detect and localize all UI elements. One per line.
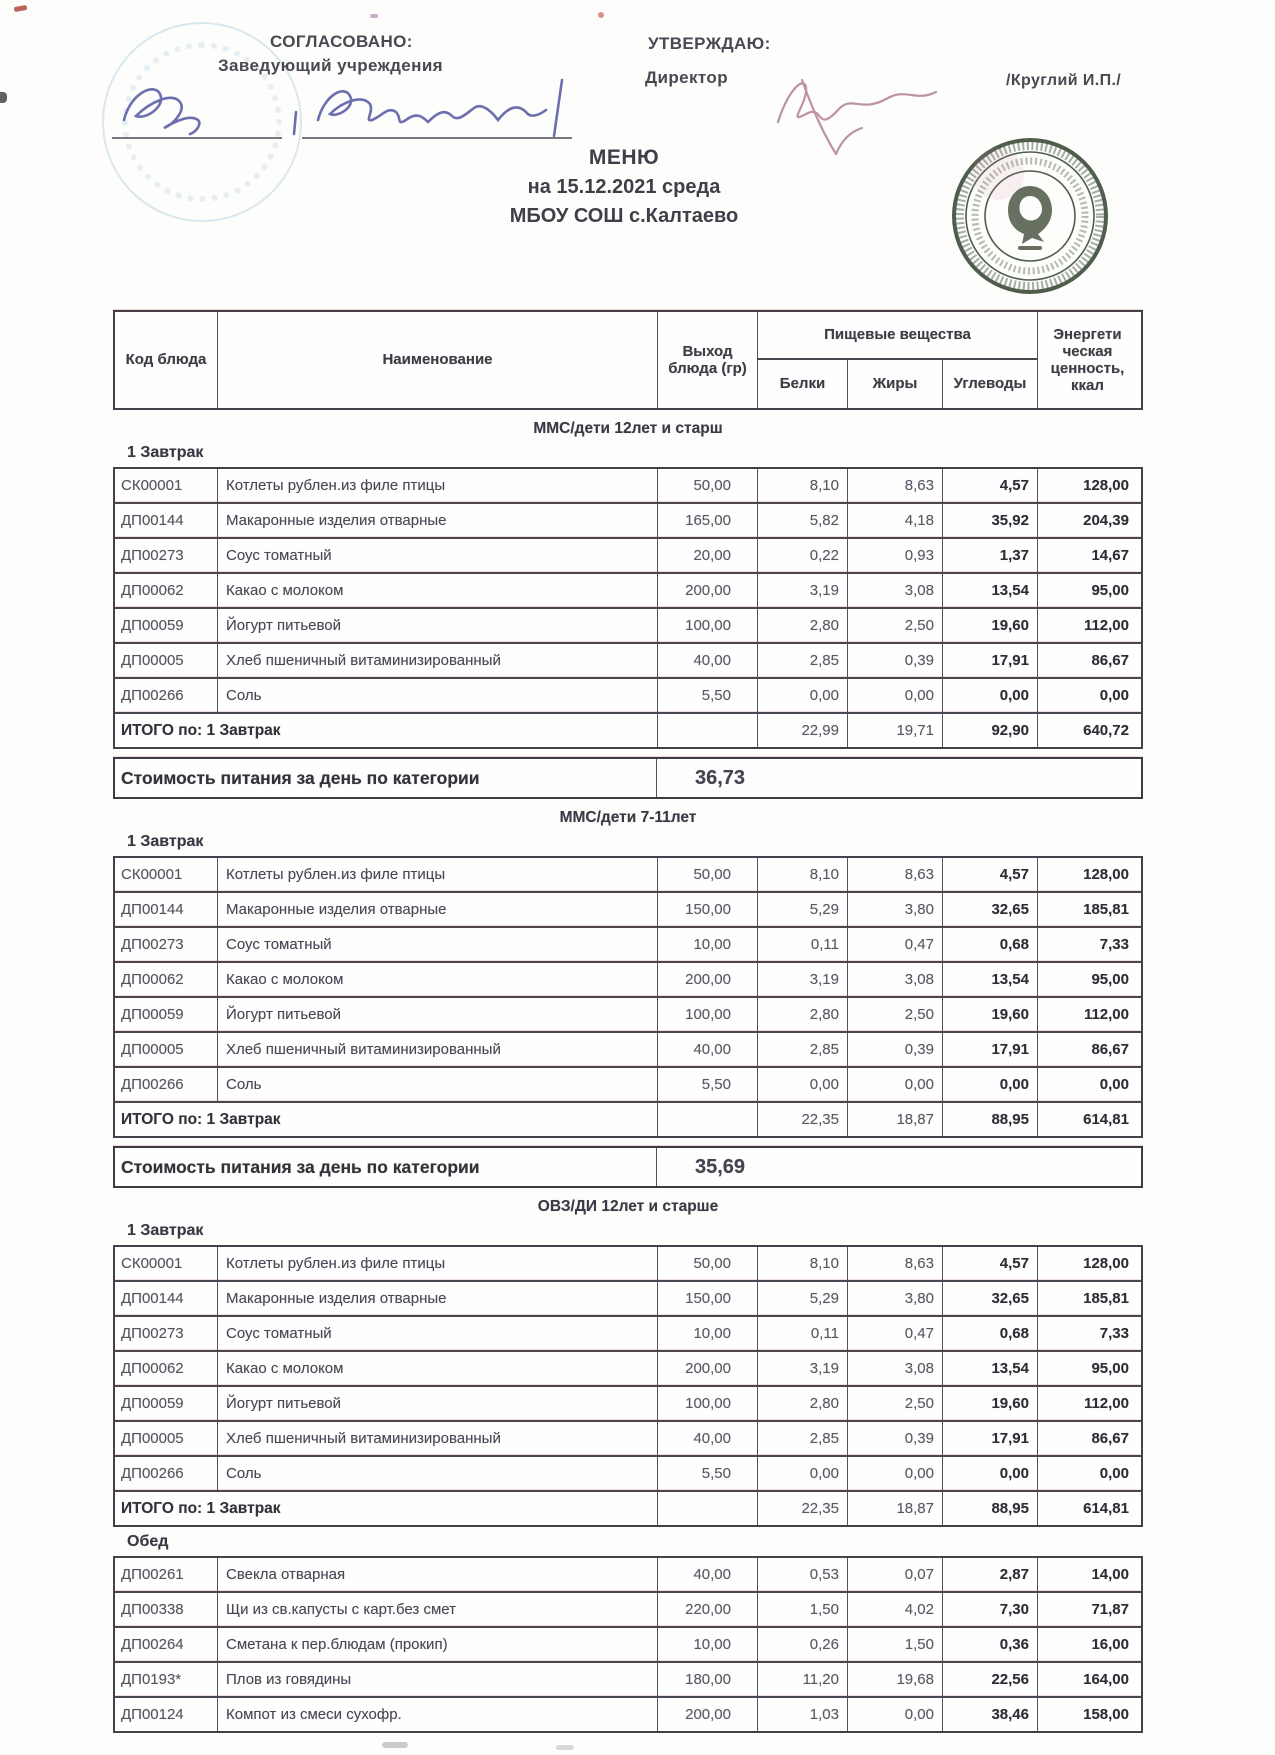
total-kcal: 614,81 (1037, 1492, 1137, 1525)
cell-carbs: 17,91 (942, 1033, 1037, 1066)
cell-kcal: 86,67 (1037, 1422, 1137, 1455)
cell-carbs: 13,54 (942, 1352, 1037, 1385)
cell-fat: 0,47 (847, 1317, 942, 1350)
cell-dish-name: Котлеты рублен.из филе птицы (217, 858, 657, 891)
col-header-yield: Выход блюда (гр) (657, 312, 757, 408)
cell-fat: 2,50 (847, 998, 942, 1031)
table-row (115, 1558, 1141, 1591)
total-carbs: 92,90 (942, 714, 1037, 747)
meal-block (113, 444, 1143, 749)
cell-kcal: 0,00 (1037, 679, 1137, 712)
cell-kcal: 95,00 (1037, 574, 1137, 607)
cell-carbs: 2,87 (942, 1558, 1037, 1591)
table-row (115, 1247, 1141, 1280)
cell-fat: 0,07 (847, 1558, 942, 1591)
cell-dish-name: Плов из говядины (217, 1663, 657, 1696)
cell-dish-name: Щи из св.капусты с карт.без смет (217, 1593, 657, 1626)
cell-protein: 2,85 (757, 644, 847, 677)
cell-carbs: 19,60 (942, 609, 1037, 642)
cell-kcal: 204,39 (1037, 504, 1137, 537)
menu-section (113, 1198, 1143, 1733)
cell-yield: 10,00 (657, 928, 757, 961)
cell-yield: 220,00 (657, 1593, 757, 1626)
cell-dish-code: ДП0193* (121, 1671, 182, 1688)
cell-protein: 0,00 (757, 1068, 847, 1101)
cell-fat: 0,47 (847, 928, 942, 961)
cell-fat: 3,08 (847, 1352, 942, 1385)
table-row (115, 1280, 1141, 1315)
table-row (115, 642, 1141, 677)
school-name: МБОУ СОШ с.Калтаево (509, 205, 739, 227)
agreed-label: СОГЛАСОВАНО: (270, 32, 413, 51)
scan-artifact (556, 1745, 574, 1750)
approved-name: /Круглий И.П./ (1006, 72, 1122, 89)
cell-carbs: 0,68 (942, 928, 1037, 961)
table-row (115, 1315, 1141, 1350)
cell-yield: 50,00 (657, 1247, 757, 1280)
total-carbs: 88,95 (942, 1492, 1037, 1525)
cell-yield: 50,00 (657, 469, 757, 502)
cell-fat: 0,00 (847, 1698, 942, 1731)
cell-carbs: 13,54 (942, 963, 1037, 996)
cell-protein: 8,10 (757, 1247, 847, 1280)
cell-dish-code: ДП00264 (121, 1636, 184, 1653)
cell-carbs: 35,92 (942, 504, 1037, 537)
cell-protein: 0,11 (757, 928, 847, 961)
cell-yield: 40,00 (657, 1033, 757, 1066)
section-meals (113, 1222, 1143, 1733)
meal-rows (113, 1556, 1143, 1733)
total-yield-empty (657, 1492, 757, 1525)
cell-kcal: 112,00 (1037, 1387, 1137, 1420)
cell-dish-code: ДП00005 (121, 652, 184, 669)
cell-carbs: 17,91 (942, 644, 1037, 677)
cell-kcal: 0,00 (1037, 1457, 1137, 1490)
total-row (115, 712, 1141, 747)
cell-yield: 200,00 (657, 1352, 757, 1385)
cell-yield: 5,50 (657, 679, 757, 712)
table-row (115, 677, 1141, 712)
total-row (115, 1490, 1141, 1525)
cell-kcal: 86,67 (1037, 1033, 1137, 1066)
cell-fat: 4,18 (847, 504, 942, 537)
table-row (115, 961, 1141, 996)
cell-kcal: 95,00 (1037, 1352, 1137, 1385)
cell-kcal: 71,87 (1037, 1593, 1137, 1626)
cell-dish-name: Какао с молоком (217, 1352, 657, 1385)
cell-kcal: 112,00 (1037, 609, 1137, 642)
cell-dish-name: Какао с молоком (217, 963, 657, 996)
cell-kcal: 128,00 (1037, 469, 1137, 502)
cell-fat: 0,39 (847, 1422, 942, 1455)
table-row (115, 1455, 1141, 1490)
total-yield-empty (657, 714, 757, 747)
cell-carbs: 4,57 (942, 1247, 1037, 1280)
cell-protein: 11,20 (757, 1663, 847, 1696)
table-row (115, 607, 1141, 642)
cell-protein: 8,10 (757, 858, 847, 891)
col-header-fat: Жиры (847, 358, 942, 408)
table-row (115, 996, 1141, 1031)
cell-yield: 20,00 (657, 539, 757, 572)
category-title: ММС/дети 7-11лет (559, 809, 697, 826)
cell-carbs: 4,57 (942, 469, 1037, 502)
cell-dish-name: Йогурт питьевой (217, 1387, 657, 1420)
cell-protein: 2,85 (757, 1033, 847, 1066)
cell-yield: 5,50 (657, 1457, 757, 1490)
approved-role: Директор (645, 68, 728, 87)
cell-protein: 8,10 (757, 469, 847, 502)
cell-protein: 5,29 (757, 1282, 847, 1315)
col-header-name: Наименование (217, 312, 657, 408)
cell-yield: 40,00 (657, 1422, 757, 1455)
cell-fat: 0,00 (847, 1457, 942, 1490)
total-label: ИТОГО по: 1 Завтрак (121, 1499, 281, 1517)
cell-fat: 3,80 (847, 893, 942, 926)
cell-dish-code: ДП00266 (121, 1465, 184, 1482)
cost-value: 36,73 (695, 766, 746, 789)
cell-carbs: 19,60 (942, 1387, 1037, 1420)
cell-protein: 2,80 (757, 998, 847, 1031)
cell-dish-code: ДП00144 (121, 901, 184, 918)
cell-dish-code: ДП00261 (121, 1566, 184, 1583)
cell-dish-name: Хлеб пшеничный витаминизированный (217, 1033, 657, 1066)
table-row (115, 891, 1141, 926)
cell-kcal: 14,67 (1037, 539, 1137, 572)
cell-protein: 3,19 (757, 1352, 847, 1385)
cell-carbs: 17,91 (942, 1422, 1037, 1455)
table-row (115, 572, 1141, 607)
cell-dish-name: Свекла отварная (217, 1558, 657, 1591)
col-header-protein: Белки (757, 358, 847, 408)
table-row (115, 1626, 1141, 1661)
cell-protein: 0,11 (757, 1317, 847, 1350)
table-row (115, 1385, 1141, 1420)
cell-carbs: 32,65 (942, 893, 1037, 926)
cell-dish-name: Соус томатный (217, 539, 657, 572)
cell-carbs: 32,65 (942, 1282, 1037, 1315)
category-title: ОВЗ/ДИ 12лет и старше (537, 1198, 719, 1215)
cell-protein: 5,29 (757, 893, 847, 926)
cell-carbs: 22,56 (942, 1663, 1037, 1696)
cell-dish-code: ДП00062 (121, 1360, 184, 1377)
menu-date: на 15.12.2021 среда (527, 176, 721, 198)
cell-yield: 150,00 (657, 893, 757, 926)
cell-fat: 2,50 (847, 609, 942, 642)
cell-dish-code: ДП00273 (121, 936, 184, 953)
total-row (115, 1101, 1141, 1136)
scan-artifact (382, 1742, 408, 1748)
cell-carbs: 0,68 (942, 1317, 1037, 1350)
total-label: ИТОГО по: 1 Завтрак (121, 721, 281, 739)
meal-label: 1 Завтрак (127, 1222, 204, 1239)
scan-artifact (14, 5, 28, 12)
cost-label: Стоимость питания за день по категории (115, 759, 657, 797)
cell-dish-code: ДП00273 (121, 1325, 184, 1342)
cell-dish-name: Соль (217, 1068, 657, 1101)
cell-protein: 3,19 (757, 963, 847, 996)
total-fat: 18,87 (847, 1492, 942, 1525)
total-yield-empty (657, 1103, 757, 1136)
table-row (115, 1661, 1141, 1696)
cell-fat: 8,63 (847, 1247, 942, 1280)
cell-dish-name: Компот из смеси сухофр. (217, 1698, 657, 1731)
table-row (115, 537, 1141, 572)
cell-dish-code: ДП00059 (121, 1006, 184, 1023)
cell-fat: 0,00 (847, 1068, 942, 1101)
cell-carbs: 38,46 (942, 1698, 1037, 1731)
cell-kcal: 7,33 (1037, 1317, 1137, 1350)
cell-protein: 1,50 (757, 1593, 847, 1626)
cell-dish-name: Котлеты рублен.из филе птицы (217, 1247, 657, 1280)
cell-yield: 180,00 (657, 1663, 757, 1696)
cell-protein: 0,53 (757, 1558, 847, 1591)
cell-kcal: 164,00 (1037, 1663, 1137, 1696)
cell-dish-code: ДП00062 (121, 971, 184, 988)
table-row (115, 1591, 1141, 1626)
table-row (115, 1696, 1141, 1731)
cell-yield: 10,00 (657, 1317, 757, 1350)
cell-kcal: 16,00 (1037, 1628, 1137, 1661)
cell-protein: 2,80 (757, 609, 847, 642)
meal-label: Обед (127, 1533, 169, 1550)
table-row (115, 502, 1141, 537)
cell-protein: 0,26 (757, 1628, 847, 1661)
cell-dish-name: Макаронные изделия отварные (217, 893, 657, 926)
meal-block (113, 833, 1143, 1138)
cell-dish-code: ДП00005 (121, 1430, 184, 1447)
col-header-nutrients: Пищевые вещества (757, 312, 1037, 358)
cell-yield: 200,00 (657, 963, 757, 996)
cell-dish-code: ДП00266 (121, 1076, 184, 1093)
cell-dish-code: СК00001 (121, 477, 183, 494)
cell-dish-code: ДП00338 (121, 1601, 184, 1618)
total-kcal: 640,72 (1037, 714, 1137, 747)
menu-section (113, 420, 1143, 799)
meal-block (113, 1533, 1143, 1733)
cell-dish-code: СК00001 (121, 1255, 183, 1272)
cell-dish-name: Йогурт питьевой (217, 998, 657, 1031)
menu-content (113, 310, 1143, 1733)
meal-block (113, 1222, 1143, 1527)
cell-dish-code: СК00001 (121, 866, 183, 883)
cell-carbs: 19,60 (942, 998, 1037, 1031)
cell-yield: 5,50 (657, 1068, 757, 1101)
cell-dish-code: ДП00059 (121, 1395, 184, 1412)
section-meals (113, 833, 1143, 1138)
cell-fat: 0,93 (847, 539, 942, 572)
cell-protein: 1,03 (757, 1698, 847, 1731)
cell-dish-code: ДП00005 (121, 1041, 184, 1058)
cost-label: Стоимость питания за день по категории (115, 1148, 657, 1186)
agreed-role: Заведующий учреждения (218, 56, 444, 75)
meal-rows (113, 1245, 1143, 1527)
cell-carbs: 0,00 (942, 1068, 1037, 1101)
cell-yield: 40,00 (657, 1558, 757, 1591)
cell-kcal: 185,81 (1037, 1282, 1137, 1315)
cell-dish-name: Котлеты рублен.из филе птицы (217, 469, 657, 502)
col-header-energy: Энергети ческая ценность, ккал (1037, 312, 1137, 408)
cell-dish-name: Макаронные изделия отварные (217, 504, 657, 537)
section-meals (113, 444, 1143, 749)
cell-kcal: 86,67 (1037, 644, 1137, 677)
cell-fat: 2,50 (847, 1387, 942, 1420)
meal-rows (113, 467, 1143, 749)
cell-dish-code: ДП00266 (121, 687, 184, 704)
scan-artifact (0, 92, 7, 103)
total-protein: 22,35 (757, 1492, 847, 1525)
cell-dish-name: Соус томатный (217, 1317, 657, 1350)
cell-dish-name: Какао с молоком (217, 574, 657, 607)
cell-yield: 100,00 (657, 998, 757, 1031)
meal-label: 1 Завтрак (127, 833, 204, 850)
cell-fat: 0,39 (847, 1033, 942, 1066)
cell-dish-name: Соус томатный (217, 928, 657, 961)
total-protein: 22,99 (757, 714, 847, 747)
scan-artifact (598, 12, 604, 18)
col-header-carbs: Углеводы (942, 358, 1037, 408)
total-fat: 18,87 (847, 1103, 942, 1136)
total-fat: 19,71 (847, 714, 942, 747)
cell-dish-code: ДП00062 (121, 582, 184, 599)
cell-protein: 2,80 (757, 1387, 847, 1420)
cell-yield: 165,00 (657, 504, 757, 537)
cell-carbs: 0,36 (942, 1628, 1037, 1661)
cell-fat: 4,02 (847, 1593, 942, 1626)
cell-fat: 0,39 (847, 644, 942, 677)
menu-title-block (113, 146, 1135, 228)
meal-label: 1 Завтрак (127, 444, 204, 461)
cell-fat: 1,50 (847, 1628, 942, 1661)
cell-kcal: 128,00 (1037, 858, 1137, 891)
cell-yield: 150,00 (657, 1282, 757, 1315)
cell-protein: 2,85 (757, 1422, 847, 1455)
cell-dish-name: Соль (217, 679, 657, 712)
menu-title: МЕНЮ (588, 146, 660, 169)
cell-protein: 5,82 (757, 504, 847, 537)
cell-carbs: 1,37 (942, 539, 1037, 572)
cell-kcal: 0,00 (1037, 1068, 1137, 1101)
cell-kcal: 112,00 (1037, 998, 1137, 1031)
cell-dish-code: ДП00144 (121, 512, 184, 529)
cell-kcal: 185,81 (1037, 893, 1137, 926)
cell-fat: 3,08 (847, 574, 942, 607)
cell-carbs: 7,30 (942, 1593, 1037, 1626)
cell-fat: 0,00 (847, 679, 942, 712)
cell-dish-name: Хлеб пшеничный витаминизированный (217, 644, 657, 677)
total-carbs: 88,95 (942, 1103, 1037, 1136)
cost-row (113, 1146, 1143, 1188)
scan-artifact (370, 14, 378, 18)
cell-dish-code: ДП00273 (121, 547, 184, 564)
total-protein: 22,35 (757, 1103, 847, 1136)
total-kcal: 614,81 (1037, 1103, 1137, 1136)
cell-protein: 0,00 (757, 1457, 847, 1490)
cell-fat: 3,80 (847, 1282, 942, 1315)
cell-kcal: 14,00 (1037, 1558, 1137, 1591)
cell-fat: 8,63 (847, 858, 942, 891)
cell-yield: 200,00 (657, 574, 757, 607)
table-row (115, 1350, 1141, 1385)
approved-label: УТВЕРЖДАЮ: (648, 34, 771, 53)
cell-carbs: 0,00 (942, 679, 1037, 712)
total-label: ИТОГО по: 1 Завтрак (121, 1110, 281, 1128)
cell-fat: 8,63 (847, 469, 942, 502)
cell-yield: 10,00 (657, 1628, 757, 1661)
cell-protein: 0,00 (757, 679, 847, 712)
cell-carbs: 13,54 (942, 574, 1037, 607)
meal-rows (113, 856, 1143, 1138)
cell-dish-name: Хлеб пшеничный витаминизированный (217, 1422, 657, 1455)
cell-dish-name: Йогурт питьевой (217, 609, 657, 642)
cell-carbs: 4,57 (942, 858, 1037, 891)
cell-carbs: 0,00 (942, 1457, 1037, 1490)
cell-dish-code: ДП00144 (121, 1290, 184, 1307)
agreed-signature (110, 72, 590, 152)
cell-protein: 3,19 (757, 574, 847, 607)
menu-sections (113, 420, 1143, 1733)
category-title: ММС/дети 12лет и старш (533, 420, 723, 437)
cell-dish-name: Соль (217, 1457, 657, 1490)
cell-kcal: 158,00 (1037, 1698, 1137, 1731)
cell-yield: 50,00 (657, 858, 757, 891)
table-row (115, 926, 1141, 961)
cell-kcal: 7,33 (1037, 928, 1137, 961)
cell-dish-code: ДП00124 (121, 1706, 184, 1723)
cell-yield: 200,00 (657, 1698, 757, 1731)
table-header (113, 310, 1143, 410)
cost-row (113, 757, 1143, 799)
cell-kcal: 95,00 (1037, 963, 1137, 996)
cell-kcal: 128,00 (1037, 1247, 1137, 1280)
cell-dish-code: ДП00059 (121, 617, 184, 634)
table-row (115, 469, 1141, 502)
menu-section (113, 809, 1143, 1188)
table-row (115, 858, 1141, 891)
cell-yield: 100,00 (657, 1387, 757, 1420)
cell-yield: 40,00 (657, 644, 757, 677)
cell-yield: 100,00 (657, 609, 757, 642)
cell-dish-name: Макаронные изделия отварные (217, 1282, 657, 1315)
table-row (115, 1420, 1141, 1455)
cost-value: 35,69 (695, 1155, 746, 1178)
cell-fat: 19,68 (847, 1663, 942, 1696)
table-row (115, 1066, 1141, 1101)
col-header-dish-code: Код блюда (125, 351, 207, 369)
cell-dish-name: Сметана к пер.блюдам (прокип) (217, 1628, 657, 1661)
cell-fat: 3,08 (847, 963, 942, 996)
table-row (115, 1031, 1141, 1066)
cell-protein: 0,22 (757, 539, 847, 572)
